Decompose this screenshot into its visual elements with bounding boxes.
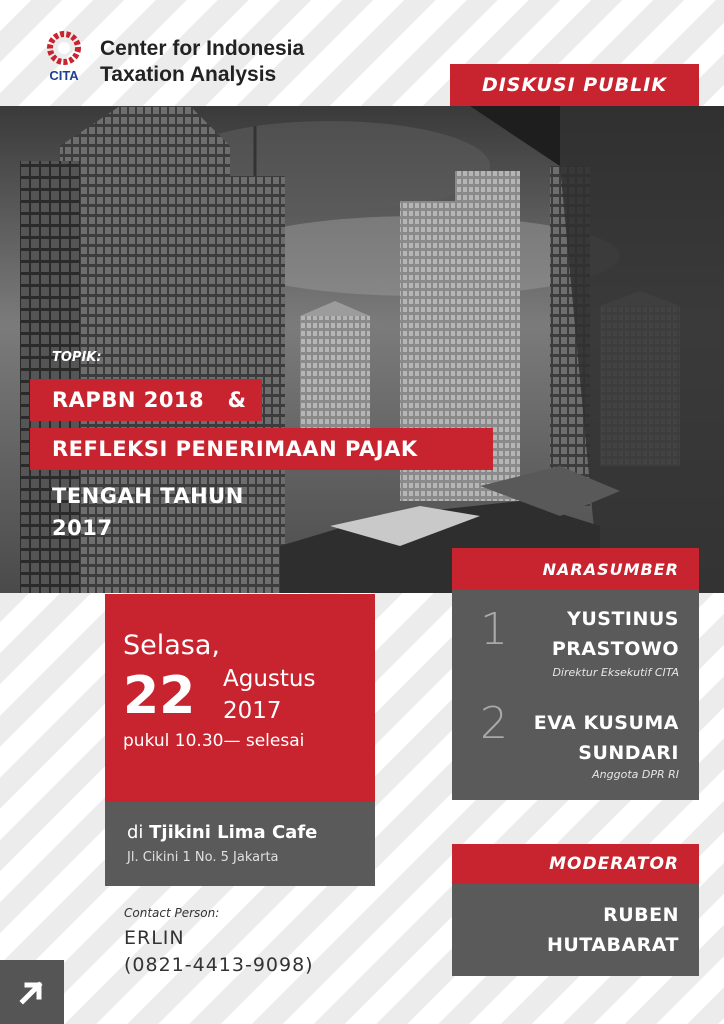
venue-name bbox=[127, 822, 317, 843]
event-type-badge: DISKUSI PUBLIK bbox=[450, 64, 699, 106]
speaker-number: 1 bbox=[480, 604, 508, 655]
arrow-up-right-icon bbox=[17, 977, 47, 1007]
moderator-panel bbox=[452, 844, 699, 976]
speaker-role: Anggota DPR RI bbox=[592, 768, 679, 781]
contact-label: Contact Person: bbox=[124, 906, 220, 920]
contact-phone[interactable]: (0821-4413-9098) bbox=[124, 954, 314, 976]
speakers-panel bbox=[452, 548, 699, 800]
event-time: pukul 10.30— selesai bbox=[123, 731, 305, 751]
organization-name: Center for Indonesia Taxation Analysis bbox=[100, 37, 305, 86]
speaker-name: EVA KUSUMA SUNDARI bbox=[533, 712, 679, 764]
topic-line-2: REFLEKSI PENERIMAAN PAJAK bbox=[30, 428, 493, 470]
topic-line-1: RAPBN 2018 & bbox=[30, 379, 262, 421]
date-panel bbox=[105, 594, 375, 802]
logo-text: CITA bbox=[49, 68, 79, 83]
venue-prefix: di bbox=[127, 822, 150, 843]
event-date-number: 22 bbox=[123, 666, 196, 726]
moderator-name: RUBEN HUTABARAT bbox=[546, 904, 679, 956]
venue-title: Tjikini Lima Cafe bbox=[149, 822, 318, 843]
event-year: 2017 bbox=[223, 698, 282, 724]
event-month: Agustus bbox=[223, 666, 316, 692]
topic-label: TOPIK: bbox=[52, 350, 102, 365]
venue-address: Jl. Cikini 1 No. 5 Jakarta bbox=[127, 850, 279, 865]
speaker-role: Direktur Eksekutif CITA bbox=[552, 666, 679, 679]
event-day: Selasa, bbox=[123, 630, 220, 661]
venue-panel bbox=[105, 802, 375, 886]
arrow-up-right-button[interactable] bbox=[0, 960, 64, 1024]
cita-logo-icon bbox=[40, 28, 88, 84]
moderator-header: MODERATOR bbox=[452, 844, 699, 884]
speakers-header: NARASUMBER bbox=[452, 548, 699, 590]
contact-name: ERLIN bbox=[124, 927, 185, 949]
speaker-number: 2 bbox=[480, 698, 508, 749]
topic-line-3: TENGAH TAHUN 2017 bbox=[52, 484, 244, 540]
speaker-name: YUSTINUS PRASTOWO bbox=[551, 608, 679, 660]
